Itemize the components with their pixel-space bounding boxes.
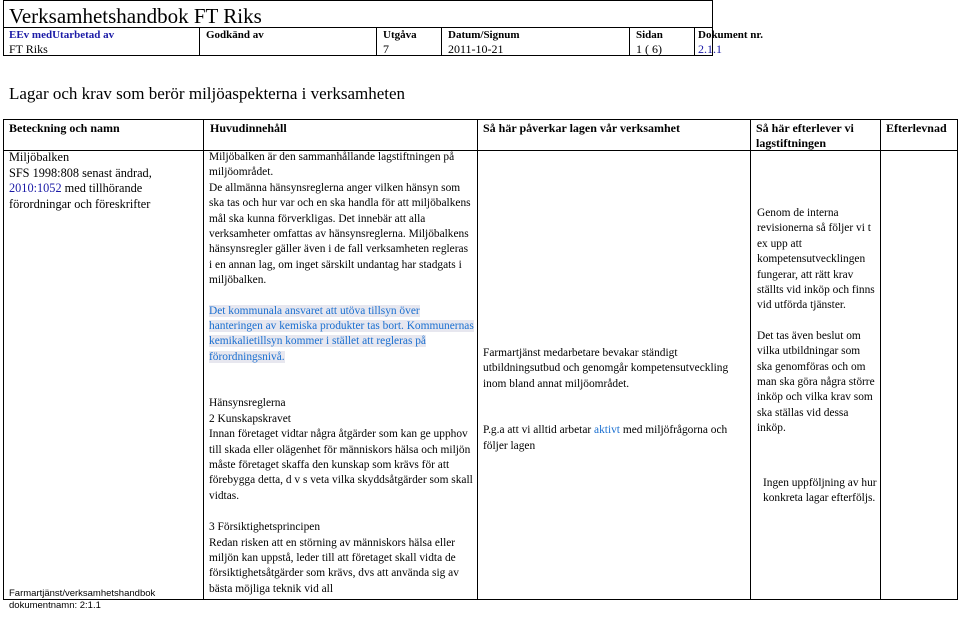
impact-paragraph: P.g.a att vi alltid arbetar aktivt med miljöfrågorna och följer lagen xyxy=(483,424,728,452)
header-field-date xyxy=(448,29,520,56)
column-header-designation: Beteckning och namn xyxy=(9,121,120,135)
content-paragraph: Miljöbalken är den sammanhållande lagstiftningen på miljöområdet. xyxy=(209,151,455,179)
header-col-divider xyxy=(199,27,200,56)
header-col-divider xyxy=(712,0,713,28)
field-label: Godkänd av xyxy=(206,29,264,41)
section-heading: Hänsynsreglerna xyxy=(209,397,286,410)
table-col-divider xyxy=(203,119,204,600)
compliance-paragraph: Det tas även beslut om vilka utbildningar som ska genomföras och om man ska göra några större inköp och vilka krav som ska ställas vid dessa inköp. xyxy=(757,329,875,435)
section-subheading: 2 Kunskapskravet xyxy=(209,412,291,425)
compliance-paragraph: Ingen uppföljning av hur konkreta lagar efterföljs. xyxy=(763,476,877,505)
page-title: Lagar och krav som berör miljöaspekterna i verksamheten xyxy=(9,84,406,103)
column-header-content: Huvudinnehåll xyxy=(210,121,287,135)
header-field-page xyxy=(636,29,663,56)
compliance-method-cell xyxy=(757,206,878,507)
law-amendment xyxy=(9,181,201,197)
table-col-divider xyxy=(880,119,881,600)
footer-source: Farmartjänst/verksamhetshandbok xyxy=(9,588,156,599)
field-value: FT Riks xyxy=(9,42,48,56)
section-subheading: 3 Försiktighetsprincipen xyxy=(209,521,321,534)
column-header-compliance-method: Så här efterlever vi lagstiftningen xyxy=(756,121,854,150)
field-label: Datum/Signum xyxy=(448,29,520,41)
compliance-paragraph: Genom de interna revisionerna så följer vi t ex upp att kompetensutvecklingen fungerar, att rätt krav ställts vid inköp och finns vid utförda tjänster. xyxy=(757,207,875,312)
law-regulations: förordningar och föreskrifter xyxy=(9,196,151,211)
law-sfs: SFS 1998:808 senast ändrad, xyxy=(9,165,152,180)
amendment-number: 2010:1052 xyxy=(9,181,62,195)
law-name: Miljöbalken xyxy=(9,150,70,164)
field-label: Dokument nr. xyxy=(698,29,763,41)
field-value: 2.1.1 xyxy=(698,42,722,56)
page-footer xyxy=(9,588,155,612)
table-col-divider xyxy=(477,119,478,600)
content-paragraph: Innan företaget vidtar några åtgärder som kan ge upphov till skada eller olägenhet för människors hälsa och miljön måste företaget skaffa den kunskap som krävs för att förebygga detta, d v s veta vilka skyddsåtgärder som skall vidtas. xyxy=(209,428,473,502)
field-label: EEv medUtarbetad av xyxy=(9,29,115,41)
amendment-text: med tillhörande xyxy=(61,181,143,195)
header-col-divider xyxy=(629,27,630,56)
field-value: 7 xyxy=(383,42,389,56)
document-title: Verksamhetshandbok FT Riks xyxy=(9,4,262,28)
highlighted-word: aktivt xyxy=(594,424,620,437)
content-paragraph-highlighted: Det kommunala ansvaret att utöva tillsyn över hanteringen av kemiska produkter tas bort. Kommunernas kemikalietillsyn kommer i stället att regleras på förordningsnivå. xyxy=(209,304,474,363)
header-col-divider xyxy=(694,27,695,56)
header-col-divider xyxy=(441,27,442,56)
table-col-divider xyxy=(750,119,751,600)
header-col-divider xyxy=(376,27,377,56)
main-content-cell xyxy=(209,150,474,597)
footer-document-name: dokumentnamn: 2:1.1 xyxy=(9,600,101,611)
field-value: 1 ( 6) xyxy=(636,42,662,56)
law-designation xyxy=(9,150,201,212)
impact-paragraph: Farmartjänst medarbetare bevakar ständigt utbildningsutbud och genomgår kompetensutveckling inom bland annat miljöområdet. xyxy=(483,347,729,390)
header-field-author xyxy=(9,29,114,56)
column-header-impact: Så här påverkar lagen vår verksamhet xyxy=(483,121,680,135)
impact-cell xyxy=(483,346,745,454)
header-field-docnr xyxy=(698,29,763,56)
column-header-compliance: Efterlevnad xyxy=(886,121,947,135)
header-field-approved xyxy=(206,29,264,41)
header-field-edition xyxy=(383,29,417,56)
content-paragraph: De allmänna hänsynsreglerna anger vilken hänsyn som ska tas och hur var och en ska handla för att miljöbalkens mål ska kunna förverkligas. Det innebär att alla verksamheter omfattas av hänsynsreglerna. Miljöbalkens hänsynsregler gäller även i de fall verksamheten regleras i en annan lag, om inget särskilt undantag har stadgats i miljöbalken. xyxy=(209,181,471,287)
field-label: Utgåva xyxy=(383,29,417,41)
field-value: 2011-10-21 xyxy=(448,42,504,56)
field-label: Sidan xyxy=(636,29,663,41)
content-paragraph: Redan risken att en störning av människors hälsa eller miljön kan uppstå, leder till att företaget skall vidta de försiktighetsåtgärder som krävs, dvs att använda sig av bästa möjliga teknik vid all xyxy=(209,536,459,595)
header-divider xyxy=(3,27,713,28)
